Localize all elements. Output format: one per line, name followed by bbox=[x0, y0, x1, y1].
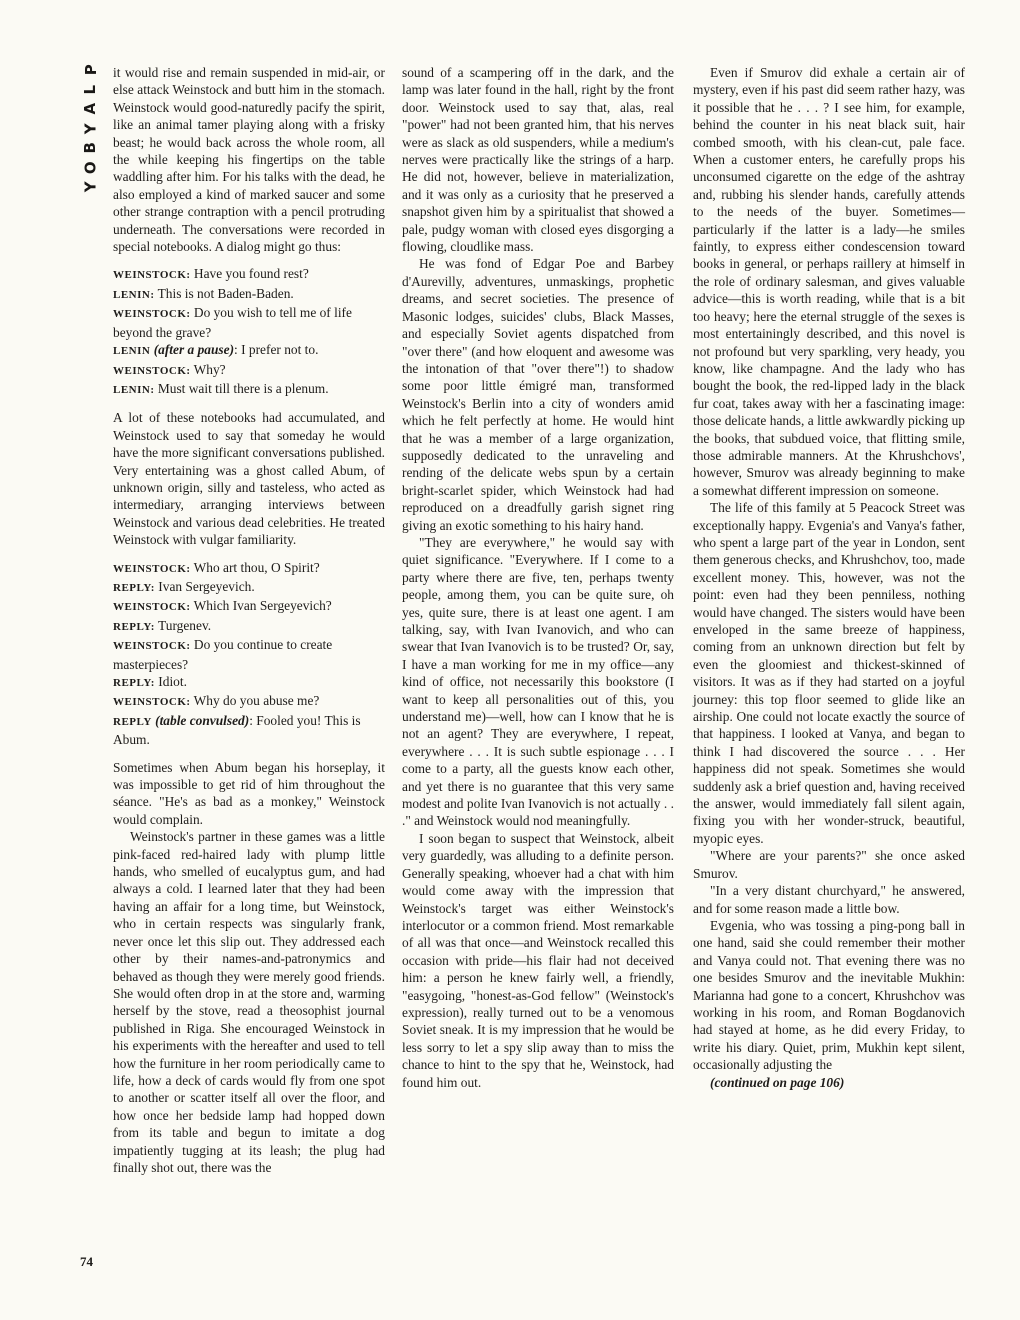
speaker: WEINSTOCK: bbox=[113, 601, 191, 614]
continued-note[interactable]: (continued on page 106) bbox=[710, 1074, 845, 1090]
line-text: Do you continue to create masterpieces? bbox=[113, 637, 333, 672]
column-2 bbox=[402, 64, 674, 1091]
masthead-letter: A bbox=[81, 102, 100, 115]
line-text: Who art thou, O Spirit? bbox=[190, 559, 320, 575]
dialog-abum bbox=[113, 559, 385, 749]
speaker: WEINSTOCK: bbox=[113, 364, 191, 377]
dialog-line bbox=[113, 712, 385, 749]
speaker: REPLY: bbox=[113, 620, 155, 633]
dialog-line bbox=[113, 380, 385, 399]
dialog-line bbox=[113, 673, 385, 692]
line-text: Why do you abuse me? bbox=[190, 693, 320, 709]
line-text: This is not Baden-Baden. bbox=[154, 285, 294, 301]
paragraph: Weinstock's partner in these games was a little pink-faced red-haired lady with plump little hands, who smelled of eucalyptus gum, and had always a cold. I learned later that they had been having an affair for a long time, but Weinstock, who in certain respects was singularly frank, never once let this slip out. They addressed each other by their names-and-patronymics and behaved as though they were merely good friends. She would often drop in at the store and, warming herself by the stove, read a theosophist journal published in Riga. She encouraged Weinstock in his experiments with the hereafter and used to tell how the furniture in her room periodically came to life, how a deck of cards would fly from one spot to another or scatter itself all over the floor, and how once her bedside lamp had hopped down from its table and begun to imitate a dog impatiently tugging at its leash; the plug had finally shot out, there was the bbox=[113, 829, 385, 1175]
paragraph: "They are everywhere," he would say with quiet significance. "Everywhere. If I come to a party where there are five, ten, perhaps twenty people, among them, you can be quite sure, oh yes, quite sure, there is at least one agent. I am talking, say, with Ivan Ivanovich, and who can swear that Ivan Ivanovich is to be trusted? Or, say, I have a man working for me in my office—any kind of office, not necessarily this bookstore (I want to keep all personalities out of this, you understand me)—well, how can I know that he is not an agent? They are everywhere, I repeat, everywhere . . . It is such subtle espionage . . . I come to a party, all the guests know each other, and yet there is no guarantee that this very same modest and polite Ivan Ivanovich is not actually . . ." and Weinstock would nod meaningfully. bbox=[402, 534, 674, 829]
speaker: REPLY: bbox=[113, 677, 155, 689]
dialog-line bbox=[113, 304, 385, 341]
paragraph: Sometimes when Abum began his horseplay, it was impossible to get rid of him throughout the séance. "He's as bad as a monkey," Weinstock would complain. bbox=[113, 759, 385, 827]
dialog-line bbox=[113, 597, 385, 616]
speaker: WEINSTOCK: bbox=[113, 696, 191, 709]
column-1 bbox=[113, 64, 385, 1176]
dialog-line bbox=[113, 617, 385, 636]
dialog-lenin bbox=[113, 265, 385, 399]
masthead-letter: O bbox=[81, 160, 100, 174]
masthead-letter: Y bbox=[81, 181, 100, 193]
line-text: Ivan Sergeyevich. bbox=[154, 578, 255, 594]
paragraph: sound of a scampering off in the dark, and the lamp was later found in the hall, right by the front door. Weinstock used to say that, alas, real "power" had not been granted him, that his nerves were as slack as old suspenders, while a medium's nerves were practically like the strings of a harp. He did not, however, believe in materialization, and it was only as a curiosity that he preserved a snapshot given him by a spiritualist that showed a pale, pudgy woman with closed eyes disgorging a flowing, cloudlike mass. bbox=[402, 65, 674, 255]
paragraph: Evgenia, who was tossing a ping-pong ball in one hand, said she could remember their mother and Vanya could not. That evening there was no one besides Smurov and the inevitable Mukhin: Marianna had gone to a concert, Khrushchov was working in his room, and Roman Bogdanovich had stayed at home, as he did every Friday, to write his diary. Quiet, prim, Mukhin kept silent, occasionally adjusting the bbox=[693, 917, 965, 1073]
dialog-line bbox=[113, 692, 385, 711]
line-text: Do you wish to tell me of life beyond the grave? bbox=[113, 305, 352, 340]
line-text: : Fooled you! This is Abum. bbox=[113, 712, 361, 748]
masthead-letter: L bbox=[81, 84, 100, 95]
dialog-line bbox=[113, 341, 385, 360]
paragraph: A lot of these notebooks had accumulated, and Weinstock used to say that someday he would have the more significant conversations published. Very entertaining was a ghost called Abum, of unknown origin, silly and tasteless, who acted as intermediary, arranging interviews between Weinstock and various dead celebrities. He treated Weinstock with vulgar familiarity. bbox=[113, 410, 385, 548]
masthead-letter: Y bbox=[81, 122, 100, 134]
dialog-line bbox=[113, 578, 385, 597]
line-text: Why? bbox=[190, 361, 226, 377]
speaker: WEINSTOCK: bbox=[113, 562, 191, 575]
page-number: 74 bbox=[80, 1254, 93, 1269]
dialog-line bbox=[113, 285, 385, 304]
dialog-line bbox=[113, 636, 385, 673]
playboy-masthead bbox=[80, 60, 102, 197]
line-text: Have you found rest? bbox=[190, 266, 309, 282]
column-3 bbox=[693, 64, 965, 1091]
line-text: Idiot. bbox=[154, 674, 187, 689]
line-text: Must wait till there is a plenum. bbox=[154, 380, 329, 396]
dialog-line bbox=[113, 265, 385, 284]
stage-note: (table convulsed) bbox=[151, 712, 250, 728]
masthead-letter: P bbox=[81, 64, 100, 76]
speaker: LENIN bbox=[113, 345, 151, 358]
line-text: : I prefer not to. bbox=[234, 342, 319, 358]
stage-note: (after a pause) bbox=[150, 342, 235, 358]
paragraph: The life of this family at 5 Peacock Street was exceptionally happy. Evgenia's and Vanya's father, who spent a large part of the year in London, sent them generous checks, and Khrushchov, too, made excellent money. This, however, was not the point: even had they been penniless, nothing would have changed. The sisters would have been enveloped in the same breeze of happiness, coming from an unknown direction but felt by even the gloomiest and thickest-skinned of visitors. It was as if they had started on a joyful journey: this top floor seemed to glide like an airship. One could not locate exactly the source of that happiness. I looked at Vanya, and began to think I had discovered the source . . . Her happiness did not speak. Sometimes she would suddenly ask a brief question and, having received the answer, would immediately fall silent again, fixing you with her wonder-struck, beautiful, myopic eyes. bbox=[693, 500, 965, 846]
speaker: WEINSTOCK: bbox=[113, 640, 191, 653]
paragraph: it would rise and remain suspended in mid-air, or else attack Weinstock and butt him in the stomach. Weinstock would good-naturedly pacify the spirit, like an animal tamer playing along with a frisky beast; he would back across the whole room, all the while keeping his fingertips on the table waddling after him. For his talks with the dead, he also employed a kind of marked saucer and some other strange contraption with a pencil protruding underneath. The conversations were recorded in special notebooks. A dialog might go thus: bbox=[113, 65, 385, 255]
dialog-line bbox=[113, 361, 385, 380]
speaker: LENIN: bbox=[113, 383, 155, 396]
paragraph: I soon began to suspect that Weinstock, albeit very guardedly, was alluding to a definite person. Generally speaking, whoever had a chat with him would come away with the impression that Weinstock's target was either Weinstock's interlocutor or a common friend. Most remarkable of all was that once—and Weinstock recalled this occasion with pride—his flair had not deceived him: a person he knew fairly well, a friendly, "easygoing, "honest-as-God fellow" (Weinstock's expression), really turned out to be a venomous Soviet sneak. It is my impression that he would be less sorry to let a spy slip away than to miss the chance to hint to the spy that he, Weinstock, had found him out. bbox=[402, 830, 674, 1090]
line-text: Turgenev. bbox=[154, 617, 212, 633]
masthead-letter: B bbox=[81, 142, 100, 154]
paragraph: Even if Smurov did exhale a certain air of mystery, even if his past did seem rather hazy, was it possible that he . . . ? I see him, for example, behind the counter in his neat black suit, hair combed smooth, with his clean-cut, pale face. When a customer enters, he carefully props his unconsumed cigarette on the edge of the ashtray and, rubbing his slender hands, carefully attends to the needs of the buyer. Sometimes—particularly if the latter is a lady—he smiles faintly, to express either condescension toward books in general, or perhaps raillery at himself in the role of ordinary salesman, and gives valuable advice—this is worth reading, while that is a bit too heavy; here the eternal struggle of the sexes is most entertainingly described, and this novel is not profound but very sparkling, very heady, you know, like champagne. And the lady who has bought the book, the red-lipped lady in the black fur coat, takes away with her a fascinating image: those delicate hands, a little awkwardly picking up the books, that subdued voice, that flitting smile, those admirable manners. At the Khrushchovs', however, Smurov was already beginning to make a somewhat different impression on someone. bbox=[693, 65, 965, 498]
speaker: WEINSTOCK: bbox=[113, 269, 191, 282]
dialog-line bbox=[113, 559, 385, 578]
paragraph: "Where are your parents?" she once asked Smurov. bbox=[693, 848, 965, 881]
paragraph: He was fond of Edgar Poe and Barbey d'Aurevilly, adventures, unmaskings, prophetic dreams, and secret societies. The presence of Masonic lodges, suicides' clubs, Black Masses, and especially Soviet agents dispatched from "over there" (and how eloquent and awesome was the intonation of that "over there"!) to shadow some poor little émigré man, transformed Weinstock's Berlin into a city of wonders amid which he felt perfectly at home. He would hint that he was a member of a large organization, supposedly dedicated to the unraveling and rending of the delicate webs spun by a certain bright-scarlet spider, which Weinstock had had reproduced on a dreadfully garish signet ring giving an exotic something to his hairy hand. bbox=[402, 256, 674, 533]
line-text: Which Ivan Sergeyevich? bbox=[190, 598, 332, 614]
paragraph: "In a very distant churchyard," he answered, and for some reason made a little bow. bbox=[693, 883, 965, 916]
speaker: WEINSTOCK: bbox=[113, 308, 191, 321]
speaker: REPLY: bbox=[113, 581, 155, 594]
speaker: LENIN: bbox=[113, 288, 155, 301]
speaker: REPLY bbox=[113, 715, 152, 728]
